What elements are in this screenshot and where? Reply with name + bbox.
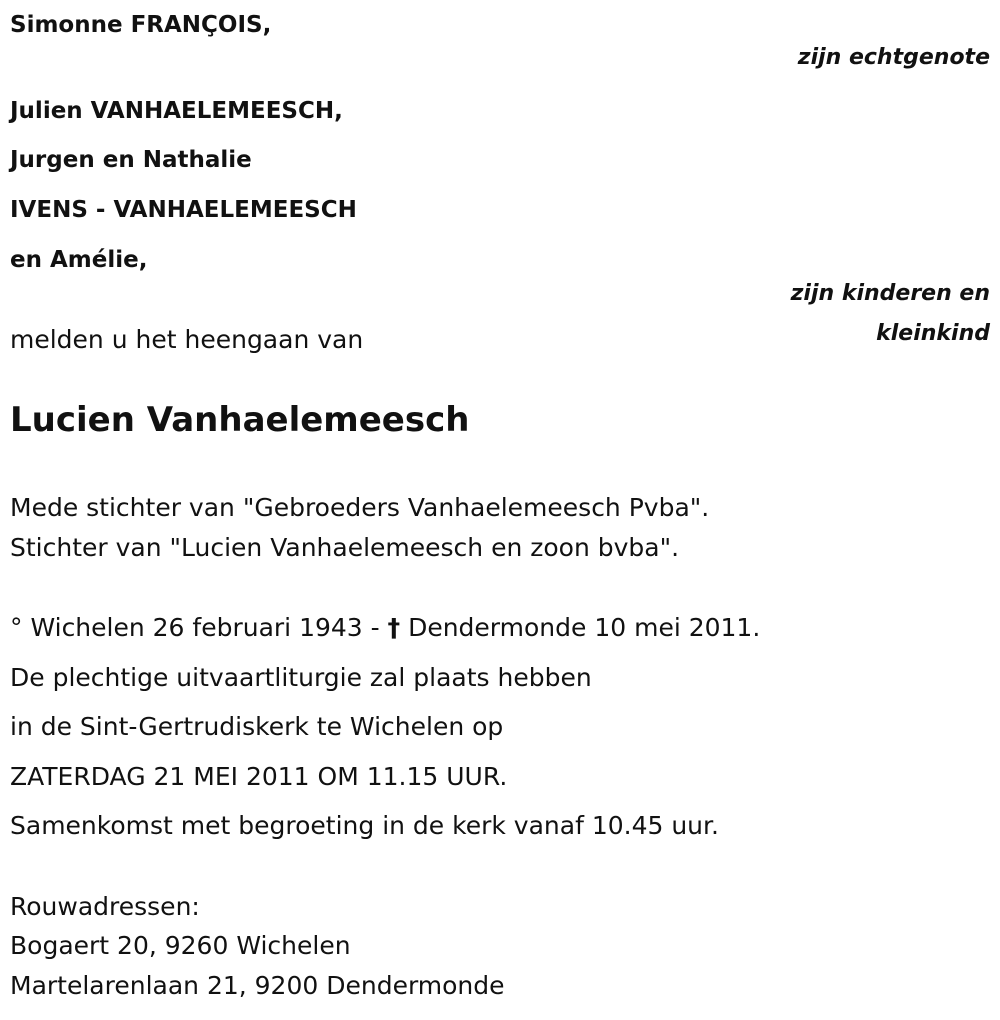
- address-line: Bogaert 20, 9260 Wichelen: [10, 931, 351, 960]
- children-role-line2: kleinkind: [876, 321, 990, 346]
- death-text: Dendermonde 10 mei 2011.: [408, 613, 761, 642]
- spouse-name: Simonne FRANÇOIS,: [10, 12, 272, 38]
- child-line: Jurgen en Nathalie: [10, 147, 252, 173]
- address-line: Martelarenlaan 21, 9200 Dendermonde: [10, 971, 505, 1000]
- child-line: IVENS - VANHAELEMEESCH: [10, 197, 357, 223]
- children-role-line1: zijn kinderen en: [790, 281, 990, 306]
- funeral-line: ZATERDAG 21 MEI 2011 OM 11.15 UUR.: [10, 762, 508, 791]
- child-line: Julien VANHAELEMEESCH,: [10, 98, 343, 124]
- bio-line: Stichter van "Lucien Vanhaelemeesch en zoon bvba".: [10, 533, 680, 562]
- funeral-line: in de Sint-Gertrudiskerk te Wichelen op: [10, 712, 504, 741]
- child-line: en Amélie,: [10, 247, 148, 273]
- deceased-name: Lucien Vanhaelemeesch: [10, 400, 470, 440]
- announcement-text: melden u het heengaan van: [10, 325, 364, 354]
- funeral-line: De plechtige uitvaartliturgie zal plaats hebben: [10, 663, 592, 692]
- birth-text: ° Wichelen 26 februari 1943 -: [10, 613, 380, 642]
- dates-line: [10, 613, 760, 642]
- addresses-heading: Rouwadressen:: [10, 892, 200, 921]
- spouse-role: zijn echtgenote: [797, 45, 990, 70]
- cross-icon: †: [387, 613, 401, 642]
- bio-line: Mede stichter van "Gebroeders Vanhaelemeesch Pvba".: [10, 493, 710, 522]
- funeral-line: Samenkomst met begroeting in de kerk vanaf 10.45 uur.: [10, 811, 719, 840]
